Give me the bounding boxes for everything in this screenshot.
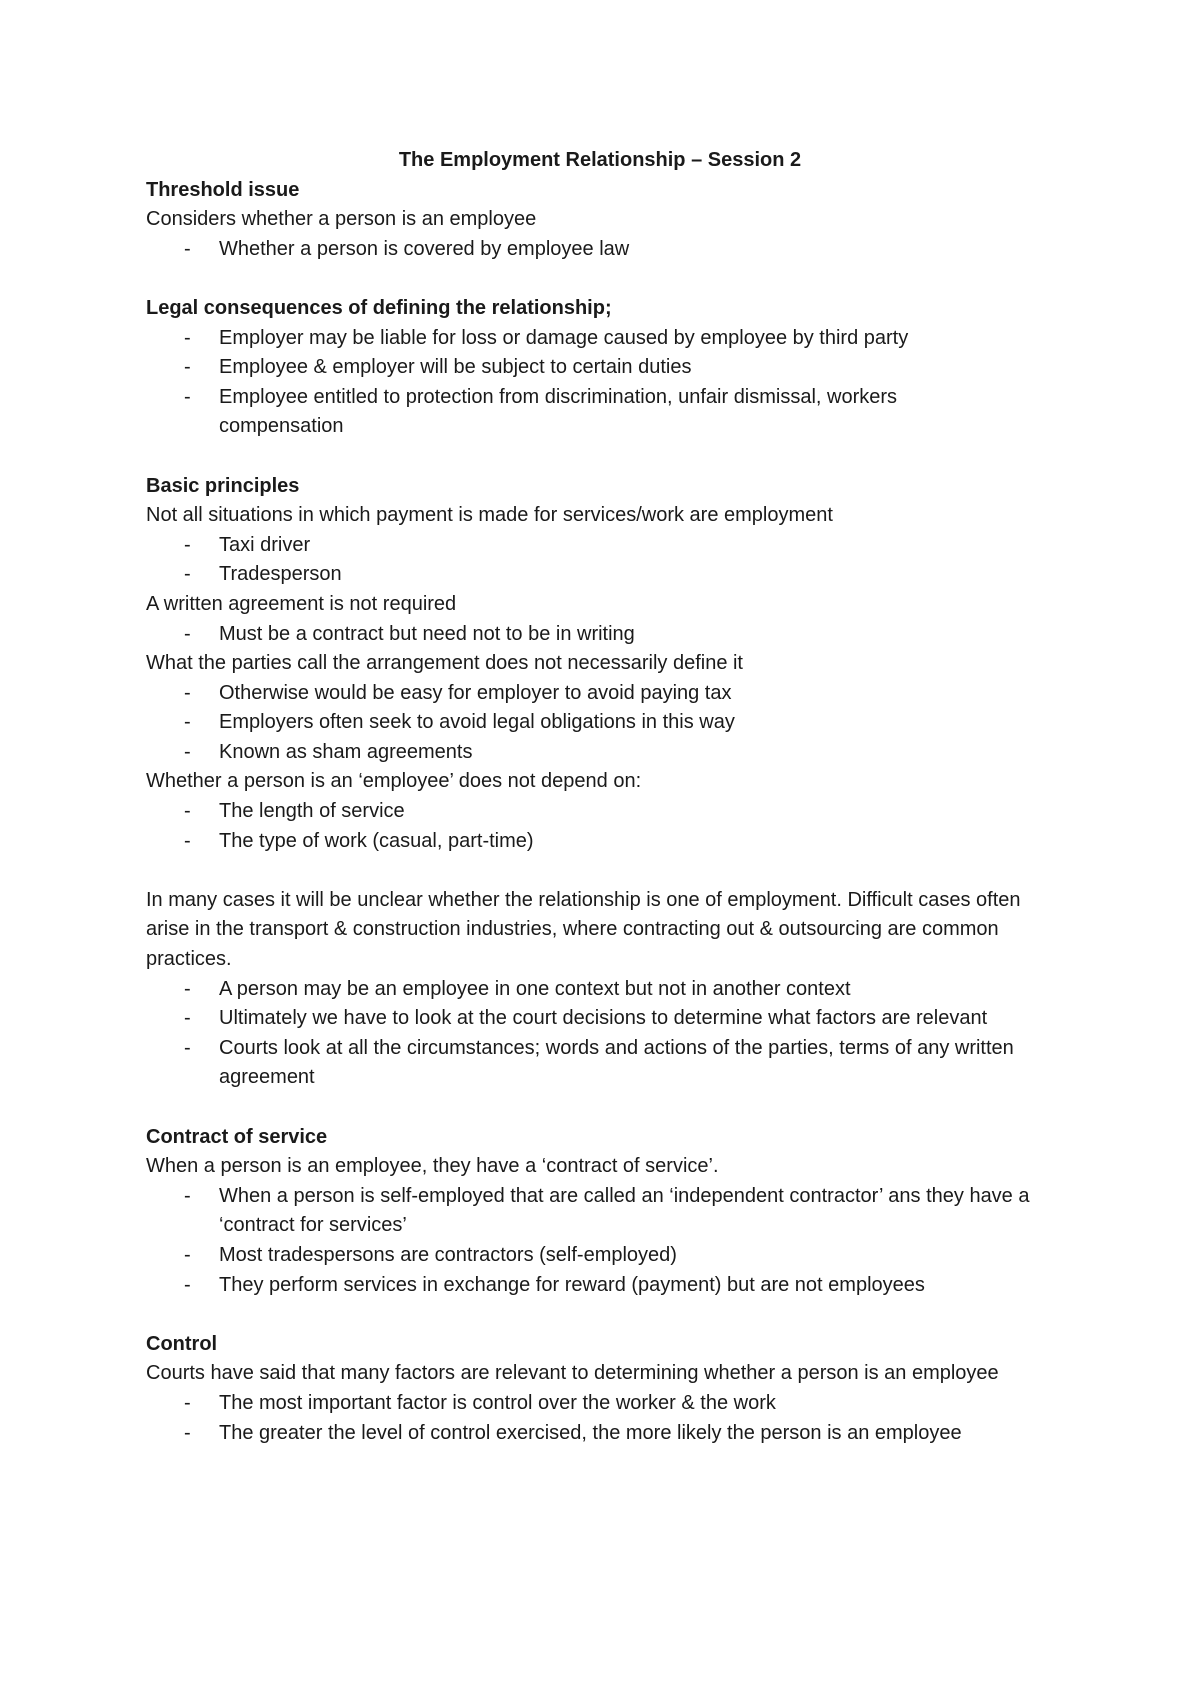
list-item [146,235,1100,265]
list-item [146,1419,1100,1449]
bullet-list [146,235,1100,265]
dash-marker: - [184,1184,191,1207]
spacer [146,856,1100,886]
heading-control: Control [146,1332,218,1355]
bullet-list [146,1182,1100,1300]
list-item-text: Employee & employer will be subject to certain duties [219,356,692,379]
bullet-list [146,797,1100,856]
dash-marker: - [184,1421,191,1444]
list-item [146,708,1100,738]
list-item-text: They perform services in exchange for reward (payment) but are not employees [219,1273,925,1296]
list-item [146,1389,1100,1419]
list-item [146,353,1100,383]
dash-marker: - [184,356,191,379]
list-item-text: The length of service [219,800,405,823]
list-item [146,324,1100,354]
dash-marker: - [184,740,191,763]
list-item-text: Employers often seek to avoid legal obligations in this way [219,711,735,734]
dash-marker: - [184,1243,191,1266]
bullet-list [146,620,1100,650]
list-item [146,679,1100,709]
list-item-text: When a person is self-employed that are called an ‘independent contractor’ ans they have a ‘contract for services’ [219,1184,1030,1237]
text-line: Whether a person is an ‘employee’ does not depend on: [146,770,642,793]
list-item-text: A person may be an employee in one context but not in another context [219,977,851,1000]
list-item [146,1241,1100,1271]
text-line: Not all situations in which payment is made for services/work are employment [146,504,833,527]
list-item-text: Employee entitled to protection from discrimination, unfair dismissal, workers compensation [219,385,898,438]
text-line: Considers whether a person is an employee [146,208,537,231]
list-item [146,1182,1079,1241]
spacer [146,264,1100,294]
bullet-list [146,531,1100,590]
dash-marker: - [184,1007,191,1030]
dash-marker: - [184,1273,191,1296]
spacer [146,442,1100,472]
dash-marker: - [184,326,191,349]
dash-marker: - [184,533,191,556]
list-item [146,1034,1049,1093]
list-item [146,620,1100,650]
list-item-text: The most important factor is control over the worker & the work [219,1391,776,1414]
document-title: The Employment Relationship – Session 2 [398,149,802,171]
list-item-text: Must be a contract but need not to be in writing [219,622,635,645]
text-line: What the parties call the arrangement does not necessarily define it [146,652,743,675]
bullet-list [146,1389,1100,1448]
list-item-text: The type of work (casual, part-time) [219,829,534,852]
bullet-list [146,324,1100,442]
list-item-text: Most tradespersons are contractors (self-employed) [219,1243,677,1266]
dash-marker: - [184,1391,191,1414]
dash-marker: - [184,622,191,645]
paragraph: In many cases it will be unclear whether the relationship is one of employment. Difficult cases often arise in the transport & construction industries, where contracting out & outsourcing are common practices. [146,888,1021,971]
dash-marker: - [184,563,191,586]
list-item-text: Ultimately we have to look at the court decisions to determine what factors are relevant [219,1007,988,1030]
paragraph: Courts have said that many factors are relevant to determining whether a person is an employee [146,1362,999,1385]
dash-marker: - [184,681,191,704]
heading-threshold: Threshold issue [146,178,300,201]
list-item-text: Taxi driver [219,533,311,556]
dash-marker: - [184,977,191,1000]
list-item [146,1271,1100,1301]
list-item-text: Otherwise would be easy for employer to avoid paying tax [219,681,732,704]
dash-marker: - [184,1036,191,1059]
dash-marker: - [184,237,191,260]
heading-legal-consequences: Legal consequences of defining the relationship; [146,296,612,319]
spacer [146,1300,1100,1330]
list-item [146,560,1100,590]
dash-marker: - [184,800,191,823]
heading-basic-principles: Basic principles [146,474,300,497]
list-item [146,1004,1029,1034]
list-item [146,797,1100,827]
list-item-text: Courts look at all the circumstances; words and actions of the parties, terms of any written agreement [219,1036,1014,1089]
spacer [146,1093,1100,1123]
list-item-text: Tradesperson [219,563,342,586]
bullet-list [146,679,1100,768]
heading-contract-of-service: Contract of service [146,1125,328,1148]
dash-marker: - [184,385,191,408]
list-item [146,531,1100,561]
dash-marker: - [184,711,191,734]
list-item [146,827,1100,857]
list-item-text: The greater the level of control exercised, the more likely the person is an employee [219,1421,962,1444]
bullet-list [146,975,1100,1093]
list-item-text: Whether a person is covered by employee law [219,237,630,260]
list-item [146,975,1100,1005]
list-item [146,383,979,442]
text-line: A written agreement is not required [146,592,457,615]
text-line: When a person is an employee, they have a ‘contract of service’. [146,1155,719,1178]
list-item-text: Employer may be liable for loss or damage caused by employee by third party [219,326,909,349]
list-item [146,738,1100,768]
dash-marker: - [184,829,191,852]
list-item-text: Known as sham agreements [219,740,473,763]
